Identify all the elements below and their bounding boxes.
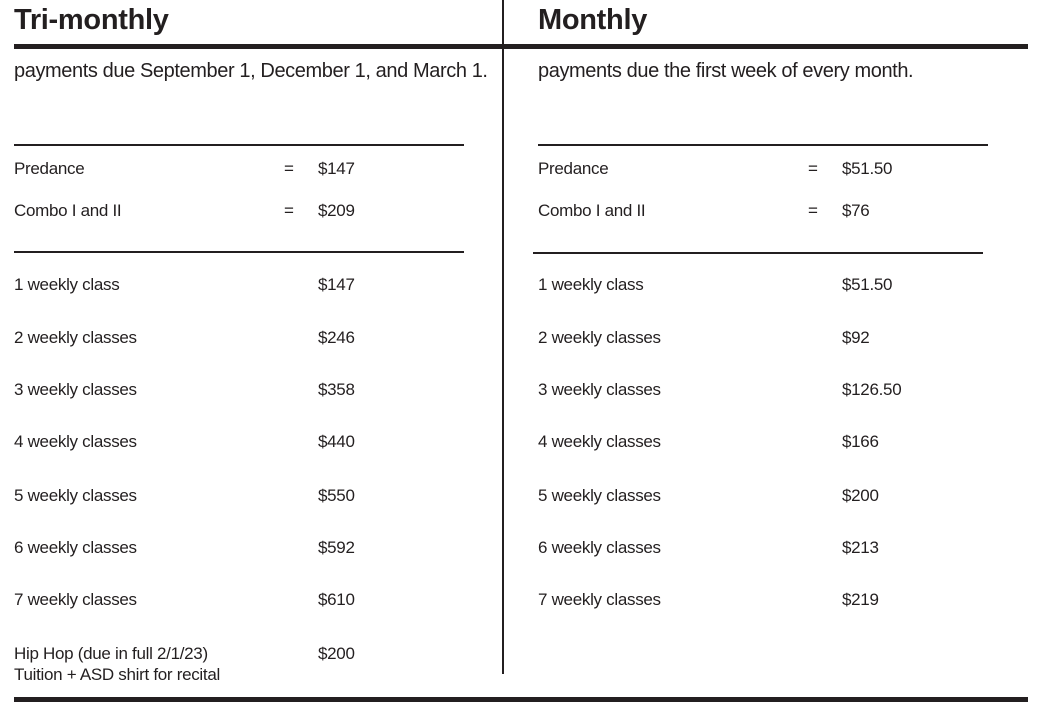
class-label: 1 weekly class — [14, 275, 120, 294]
predance-price: $147 — [318, 159, 355, 178]
bottom-rule — [14, 697, 1028, 702]
class-price: $550 — [318, 486, 355, 505]
monthly-title: Monthly — [538, 4, 648, 36]
hiphop-price: $200 — [318, 644, 355, 663]
equals-sign: = — [808, 201, 818, 220]
class-price: $92 — [842, 328, 870, 347]
class-price: $200 — [842, 486, 879, 505]
mon-rule-mid — [533, 252, 983, 254]
class-price: $126.50 — [842, 380, 902, 399]
class-price: $610 — [318, 590, 355, 609]
combo-price: $76 — [842, 201, 870, 220]
class-price: $358 — [318, 380, 355, 399]
column-divider — [502, 0, 504, 674]
hiphop-note: Tuition + ASD shirt for recital — [14, 665, 220, 684]
class-label: 6 weekly classes — [14, 538, 137, 557]
class-label: 1 weekly class — [538, 275, 644, 294]
class-label: 4 weekly classes — [538, 432, 661, 451]
class-label: 3 weekly classes — [14, 380, 137, 399]
combo-label: Combo I and II — [538, 201, 646, 220]
class-price: $51.50 — [842, 275, 893, 294]
class-price: $166 — [842, 432, 879, 451]
tri-rule-top — [14, 144, 464, 146]
predance-label: Predance — [14, 159, 85, 178]
monthly-subtitle: payments due the first week of every month. — [538, 60, 914, 82]
class-label: 7 weekly classes — [538, 590, 661, 609]
class-label: 3 weekly classes — [538, 380, 661, 399]
top-rule — [14, 44, 1028, 49]
class-label: 7 weekly classes — [14, 590, 137, 609]
class-price: $592 — [318, 538, 355, 557]
predance-label: Predance — [538, 159, 609, 178]
class-price: $219 — [842, 590, 879, 609]
class-label: 2 weekly classes — [538, 328, 661, 347]
class-price: $246 — [318, 328, 355, 347]
predance-price: $51.50 — [842, 159, 893, 178]
tri-monthly-subtitle: payments due September 1, December 1, and March 1. — [14, 60, 488, 82]
class-label: 5 weekly classes — [14, 486, 137, 505]
tri-monthly-title: Tri-monthly — [14, 4, 169, 36]
class-price: $147 — [318, 275, 355, 294]
equals-sign: = — [284, 159, 294, 178]
class-label: 4 weekly classes — [14, 432, 137, 451]
combo-price: $209 — [318, 201, 355, 220]
mon-rule-top — [538, 144, 988, 146]
class-price: $213 — [842, 538, 879, 557]
equals-sign: = — [284, 201, 294, 220]
class-label: 6 weekly classes — [538, 538, 661, 557]
class-label: 2 weekly classes — [14, 328, 137, 347]
equals-sign: = — [808, 159, 818, 178]
class-price: $440 — [318, 432, 355, 451]
tri-rule-mid — [14, 251, 464, 253]
hiphop-label: Hip Hop (due in full 2/1/23) — [14, 644, 208, 663]
combo-label: Combo I and II — [14, 201, 122, 220]
class-label: 5 weekly classes — [538, 486, 661, 505]
